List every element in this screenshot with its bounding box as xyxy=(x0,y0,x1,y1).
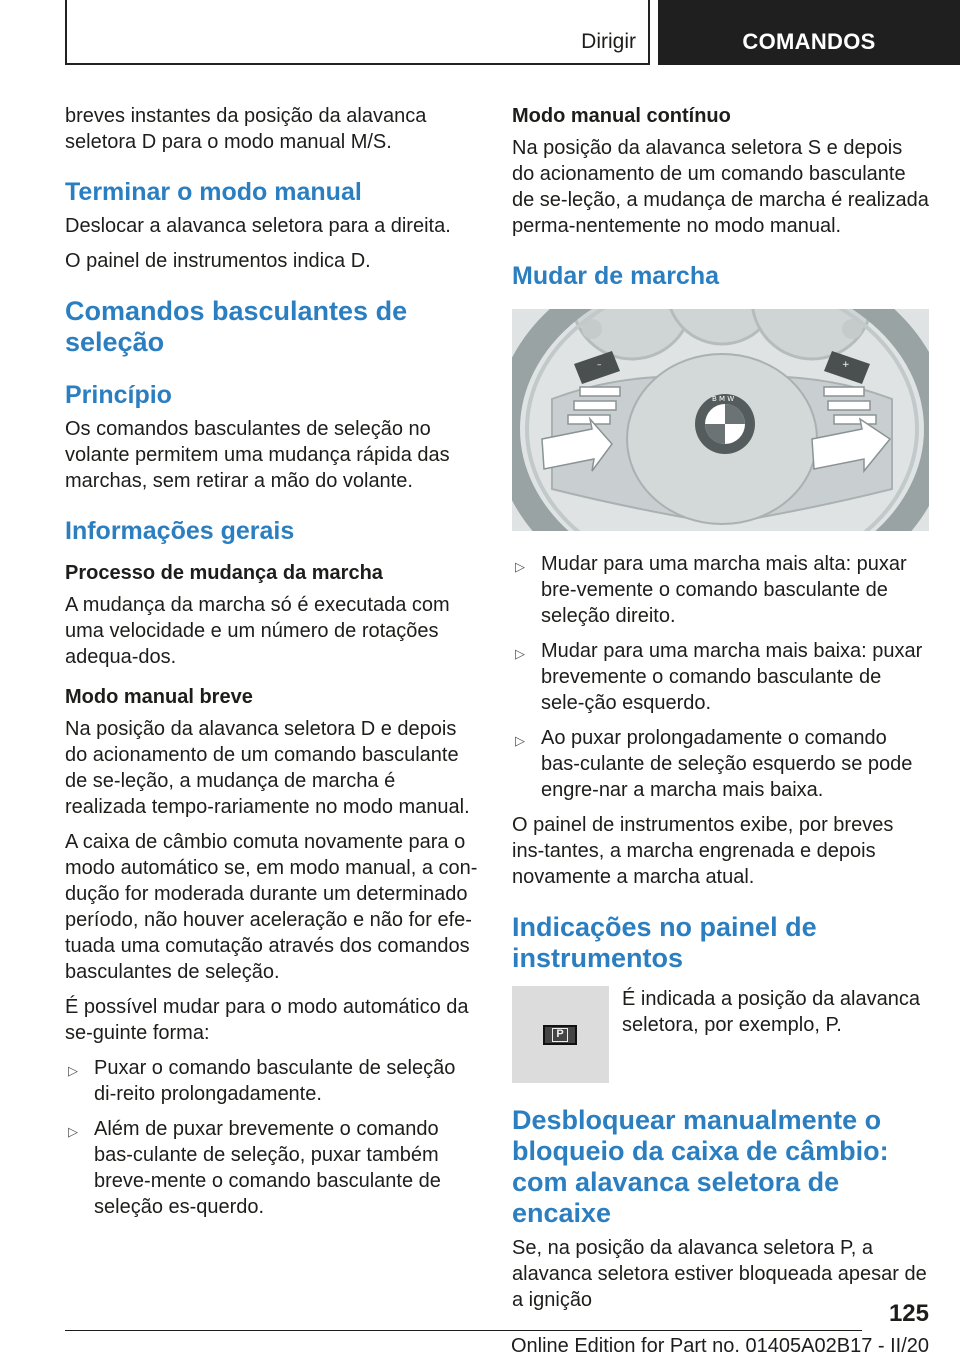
triangle-bullet-icon: ▷ xyxy=(68,1063,78,1078)
list-item xyxy=(512,725,929,803)
list-item-text: Mudar para uma marcha mais alta: puxar bre-vemente o comando basculante de seleção direito. xyxy=(541,553,907,627)
heading-informacoes-gerais: Informações gerais xyxy=(65,517,295,545)
bullet-list xyxy=(512,551,929,803)
list-item xyxy=(512,551,929,629)
svg-text:+: + xyxy=(842,360,850,370)
paragraph: É possível mudar para o modo automático da se-guinte forma: xyxy=(65,996,469,1044)
left-column xyxy=(65,103,480,1229)
list-item xyxy=(65,1116,480,1220)
gear-indicator-image xyxy=(512,986,609,1083)
footer-divider xyxy=(65,1330,862,1331)
heading-indicacoes-painel: Indicações no painel de instrumentos xyxy=(512,912,817,973)
footer-edition-text: Online Edition for Part no. 01405A02B17 - II/20 xyxy=(510,1335,929,1357)
paragraph: Os comandos basculantes de seleção no volante permitem uma mudança rápida das marchas, sem retirar a mão do volante. xyxy=(65,418,450,492)
subheading-modo-manual-continuo: Modo manual contínuo xyxy=(512,105,731,127)
triangle-bullet-icon: ▷ xyxy=(515,646,525,661)
intro-paragraph: breves instantes da posição da alavanca seletora D para o modo manual M/S. xyxy=(65,105,427,153)
heading-comandos-basculantes: Comandos basculantes de seleção xyxy=(65,296,408,357)
page-number: 125 xyxy=(888,1300,929,1327)
paragraph: Na posição da alavanca seletora S e depois do acionamento de um comando basculante de se-leção, a mudança de marcha é realizada perma-nentemente no modo manual. xyxy=(512,137,929,237)
heading-principio: Princípio xyxy=(65,381,172,409)
list-item-text: Além de puxar brevemente o comando bas-culante de seleção, puxar também breve-mente o comando basculante de seleção es-querdo. xyxy=(94,1118,441,1218)
paragraph: O painel de instrumentos exibe, por breves ins-tantes, a marcha engrenada e depois novamente a marcha atual. xyxy=(512,814,894,888)
right-column xyxy=(512,103,929,1322)
paragraph: O painel de instrumentos indica D. xyxy=(65,250,371,272)
paragraph: A caixa de câmbio comuta novamente para o modo automático se, em modo manual, a con-dução for moderada durante um determinado período, não houver aceleração e não for efe-tuada uma comutação através dos comandos basculantes de seleção. xyxy=(65,831,478,983)
svg-text:B M W: B M W xyxy=(712,395,735,403)
steering-wheel-illustration xyxy=(512,309,929,531)
gear-p-display xyxy=(543,1025,577,1045)
triangle-bullet-icon: ▷ xyxy=(515,733,525,748)
indicator-example xyxy=(512,986,929,1083)
header-chapter-tab: COMANDOS xyxy=(658,0,960,65)
triangle-bullet-icon: ▷ xyxy=(515,559,525,574)
triangle-bullet-icon: ▷ xyxy=(68,1124,78,1139)
header-section-title: Dirigir xyxy=(581,30,636,53)
list-item-text: Mudar para uma marcha mais baixa: puxar brevemente o comando basculante de sele-ção esquerdo. xyxy=(541,640,923,714)
paragraph: Deslocar a alavanca seletora para a direita. xyxy=(65,215,451,237)
indicator-description: É indicada a posição da alavanca seletora, por exemplo, P. xyxy=(622,988,920,1036)
list-item xyxy=(512,638,929,716)
paragraph: Se, na posição da alavanca seletora P, a alavanca seletora estiver bloqueada apesar de a ignição xyxy=(512,1237,927,1311)
gear-p-glyph: P xyxy=(552,1028,568,1042)
bullet-list xyxy=(65,1055,480,1220)
subheading-processo: Processo de mudança da marcha xyxy=(65,562,383,584)
paragraph: Na posição da alavanca seletora D e depois do acionamento de um comando basculante de se-leção, a mudança de marcha é realizada tempo-rariamente no modo manual. xyxy=(65,718,470,818)
heading-mudar-de-marcha: Mudar de marcha xyxy=(512,262,720,290)
paragraph: A mudança da marcha só é executada com uma velocidade e um número de rotações adequa-dos. xyxy=(65,594,450,668)
list-item-text: Ao puxar prolongadamente o comando bas-culante de seleção esquerdo se pode engre-nar a marcha mais baixa. xyxy=(541,727,913,801)
subheading-modo-manual-breve: Modo manual breve xyxy=(65,686,253,708)
heading-terminar-modo-manual: Terminar o modo manual xyxy=(65,178,362,206)
header-frame xyxy=(65,0,650,65)
list-item-text: Puxar o comando basculante de seleção di-reito prolongadamente. xyxy=(94,1057,456,1105)
list-item xyxy=(65,1055,480,1107)
svg-text:–: – xyxy=(597,360,602,370)
heading-desbloquear: Desbloquear manualmente o bloqueio da caixa de câmbio: com alavanca seletora de encaixe xyxy=(512,1105,889,1228)
